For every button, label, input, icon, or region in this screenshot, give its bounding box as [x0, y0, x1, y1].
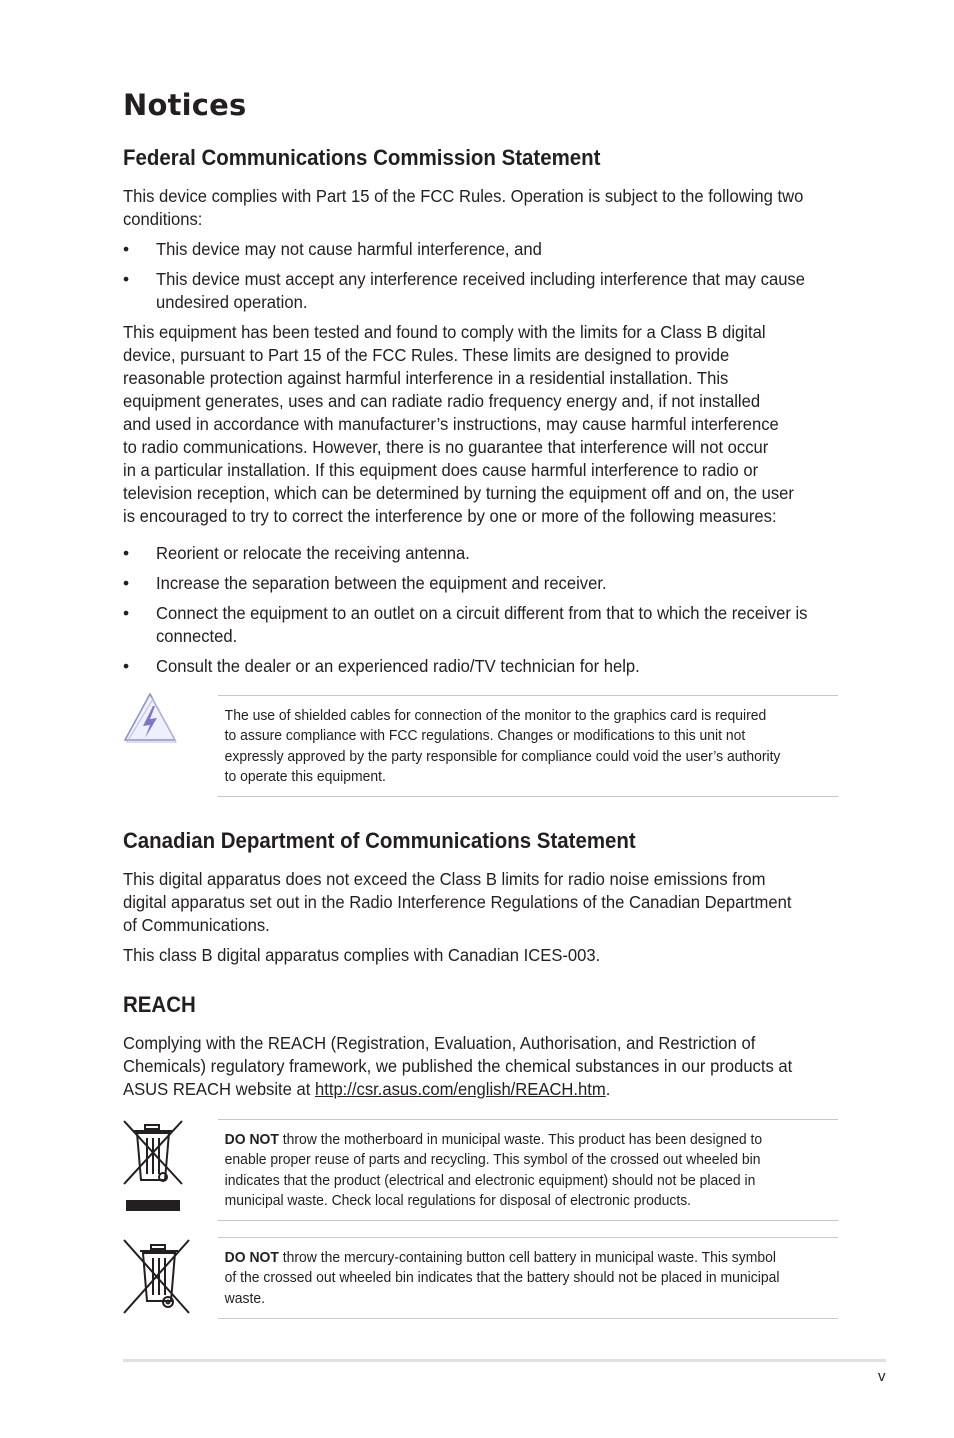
condition-text: This device must accept any interference received including interference that may cause [156, 269, 805, 289]
link-prefix: ASUS REACH website at [123, 1079, 315, 1099]
measure-text: connected. [156, 626, 238, 646]
canada-paragraph [123, 868, 823, 937]
text-line: device, pursuant to Part 15 of the FCC Rules. These limits are designed to provide [123, 345, 730, 365]
bullet-icon: • [123, 543, 130, 563]
text-line: This device complies with Part 15 of the FCC Rules. Operation is subject to the following two [123, 186, 804, 206]
condition-text: This device may not cause harmful interference, and [156, 239, 542, 259]
text-line: conditions: [123, 209, 203, 229]
condition-text: undesired operation. [156, 292, 308, 312]
link-suffix: . [605, 1079, 611, 1099]
crossed-out-wheeled-bin-icon [121, 1237, 193, 1317]
bullet-icon: • [123, 656, 130, 676]
warning-lightning-icon [122, 690, 178, 746]
crossed-out-wheeled-bin-icon [121, 1118, 185, 1214]
bullet-icon: • [123, 603, 130, 623]
text-line: television reception, which can be determined by turning the equipment off and on, the user [123, 483, 794, 503]
text-line: to radio communications. However, there is no guarantee that interference will not occur [123, 437, 769, 457]
fcc-intro [123, 185, 835, 231]
do-not-label: DO NOT [224, 1250, 279, 1266]
text-line: This equipment has been tested and found to comply with the limits for a Class B digital [123, 322, 766, 342]
weee-battery-note [218, 1237, 838, 1319]
text-line: in a particular installation. If this equipment does cause harmful interference to radio or [123, 460, 759, 480]
fcc-paragraph [123, 321, 826, 528]
text-line: digital apparatus set out in the Radio Interference Regulations of the Canadian Department [123, 892, 792, 912]
note-text: throw the mercury-containing button cell battery in municipal waste. This symbol [278, 1250, 776, 1266]
measure-text: Increase the separation between the equipment and receiver. [156, 573, 607, 593]
text-line: This digital apparatus does not exceed the Class B limits for radio noise emissions from [123, 869, 766, 889]
note-text: throw the motherboard in municipal waste. This product has been designed to [278, 1132, 763, 1148]
footer-rule [123, 1359, 886, 1362]
weee-motherboard-note [218, 1119, 838, 1221]
text-line: equipment generates, uses and can radiate radio frequency energy and, if not installed [123, 391, 761, 411]
note-line: municipal waste. Check local regulations for disposal of electronic products. [224, 1192, 692, 1209]
measure-text: Reorient or relocate the receiving antenna. [156, 543, 470, 563]
canada-heading: Canadian Department of Communications Statement [123, 828, 636, 853]
text-line: and used in accordance with manufacturer’s instructions, may cause harmful interference [123, 414, 779, 434]
bullet-icon: • [123, 573, 130, 593]
reach-paragraph [123, 1032, 824, 1101]
text-line: of Communications. [123, 915, 270, 935]
fcc-heading: Federal Communications Commission Statement [123, 145, 601, 170]
note-line: The use of shielded cables for connection of the monitor to the graphics card is required [224, 708, 767, 724]
bullet-icon: • [123, 269, 130, 289]
text-line: Complying with the REACH (Registration, Evaluation, Authorisation, and Restriction of [123, 1033, 756, 1053]
text-line: Chemicals) regulatory framework, we published the chemical substances in our products at [123, 1056, 793, 1076]
note-line: indicates that the product (electrical and electronic equipment) should not be placed in [224, 1172, 756, 1189]
text-line: is encouraged to try to correct the interference by one or more of the following measures: [123, 506, 777, 526]
note-line: of the crossed out wheeled bin indicates that the battery should not be placed in municipal [224, 1270, 780, 1287]
note-line [218, 1248, 810, 1268]
do-not-label: DO NOT [224, 1132, 279, 1148]
note-line: to assure compliance with FCC regulations. Changes or modifications to this unit not [224, 728, 746, 745]
reach-heading: REACH [123, 992, 196, 1017]
note-line: waste. [224, 1290, 265, 1307]
text-line [123, 1078, 792, 1101]
fcc-note [218, 695, 838, 797]
canada-ices-statement: This class B digital apparatus complies with Canadian ICES-003. [123, 945, 601, 965]
note-line: to operate this equipment. [224, 768, 386, 785]
note-line: expressly approved by the party responsible for compliance could void the user’s authority [224, 748, 781, 765]
note-line [218, 1130, 810, 1150]
reach-website-link[interactable]: http://csr.asus.com/english/REACH.htm [314, 1079, 606, 1099]
note-line: enable proper reuse of parts and recycling. This symbol of the crossed out wheeled bin [224, 1152, 761, 1169]
page-title: Notices [123, 88, 247, 122]
text-line: reasonable protection against harmful interference in a residential installation. This [123, 368, 729, 388]
bullet-icon: • [123, 239, 130, 259]
measure-text: Connect the equipment to an outlet on a circuit different from that to which the receiver is [156, 603, 808, 623]
page-number: v [878, 1368, 886, 1385]
measure-text: Consult the dealer or an experienced radio/TV technician for help. [156, 656, 640, 676]
